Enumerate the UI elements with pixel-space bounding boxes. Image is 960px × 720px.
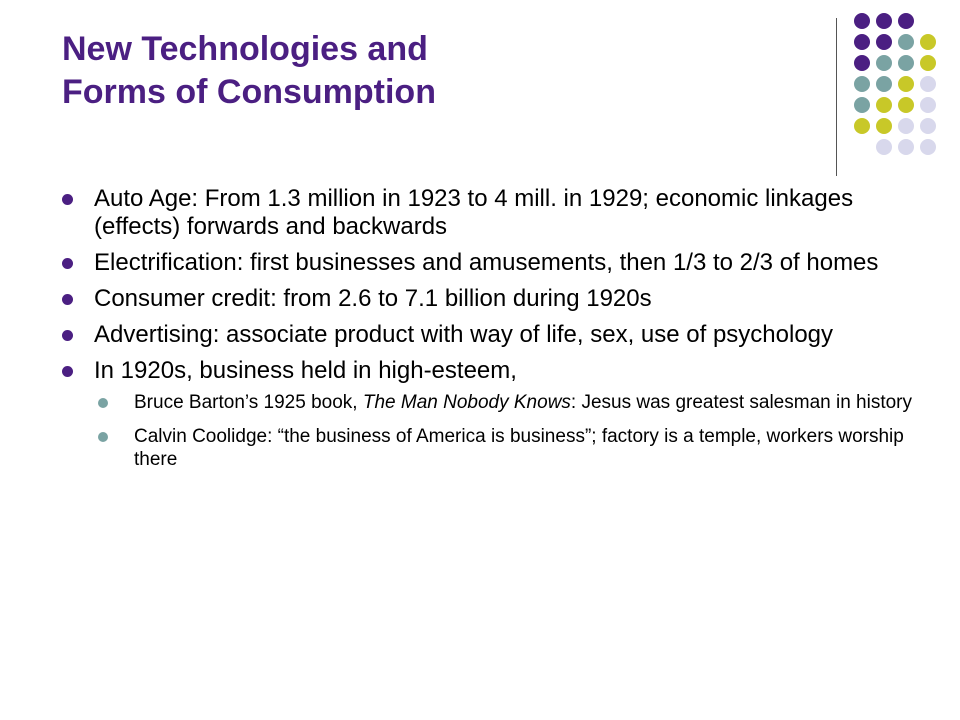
bullet-text: Consumer credit: from 2.6 to 7.1 billion during 1920s (94, 285, 652, 312)
vertical-divider (836, 18, 837, 176)
decorative-dot (898, 13, 914, 29)
decorative-dot (876, 139, 892, 155)
decorative-dot (898, 34, 914, 50)
decorative-dot (898, 97, 914, 113)
sub-bullet-text-before: Bruce Barton’s 1925 book, (134, 392, 363, 413)
decorative-dot (876, 55, 892, 71)
decorative-dot (898, 139, 914, 155)
decorative-dot (876, 97, 892, 113)
decorative-dot (876, 76, 892, 92)
sub-bullet-text (134, 392, 912, 413)
slide-title-line-2: Forms of Consumption (62, 73, 436, 111)
decorative-dot (920, 55, 936, 71)
decorative-dot (854, 97, 870, 113)
sub-bullet-text: Calvin Coolidge: “the business of America is business”; factory is a temple, workers worship there (134, 426, 904, 470)
bullet-dot-icon (62, 366, 73, 377)
decorative-dot (898, 118, 914, 134)
bullet-dot-icon (62, 294, 73, 305)
decorative-dot (898, 55, 914, 71)
sub-bullet-list (94, 391, 922, 471)
bullet-dot-icon (62, 194, 73, 205)
decorative-dot (920, 97, 936, 113)
decorative-dot (854, 13, 870, 29)
decorative-dot (876, 13, 892, 29)
bullet-text: Auto Age: From 1.3 million in 1923 to 4 mill. in 1929; economic linkages (effects) forwards and backwards (94, 185, 854, 240)
decorative-dot (898, 76, 914, 92)
decorative-dot (920, 118, 936, 134)
bullet-dot-icon (62, 258, 73, 269)
bullet-item (62, 357, 922, 471)
decorative-dot (854, 76, 870, 92)
bullet-item (62, 321, 922, 349)
bullet-text: Electrification: first businesses and amusements, then 1/3 to 2/3 of homes (94, 249, 879, 276)
decorative-dot (920, 34, 936, 50)
sub-bullet-dot-icon (98, 432, 108, 442)
bullet-text: Advertising: associate product with way of life, sex, use of psychology (94, 321, 834, 348)
bullet-dot-icon (62, 330, 73, 341)
sub-bullet-item (94, 391, 922, 414)
bullet-item (62, 249, 922, 277)
sub-bullet-text-after: : Jesus was greatest salesman in history (570, 392, 913, 413)
sub-bullet-item (94, 425, 922, 471)
bullet-text: In 1920s, business held in high-esteem, (94, 357, 517, 384)
bullet-item (62, 285, 922, 313)
decorative-dot (876, 34, 892, 50)
bullet-item (62, 185, 922, 241)
slide-title (62, 28, 436, 114)
slide-title-line-1: New Technologies and (62, 30, 428, 68)
book-title: The Man Nobody Knows (362, 392, 571, 413)
sub-bullet-dot-icon (98, 398, 108, 408)
decorative-dot (876, 118, 892, 134)
bullet-list (62, 185, 922, 482)
decorative-dot (920, 139, 936, 155)
decorative-dot (920, 76, 936, 92)
decorative-dot (854, 55, 870, 71)
decorative-dot (854, 34, 870, 50)
decorative-dot (854, 118, 870, 134)
